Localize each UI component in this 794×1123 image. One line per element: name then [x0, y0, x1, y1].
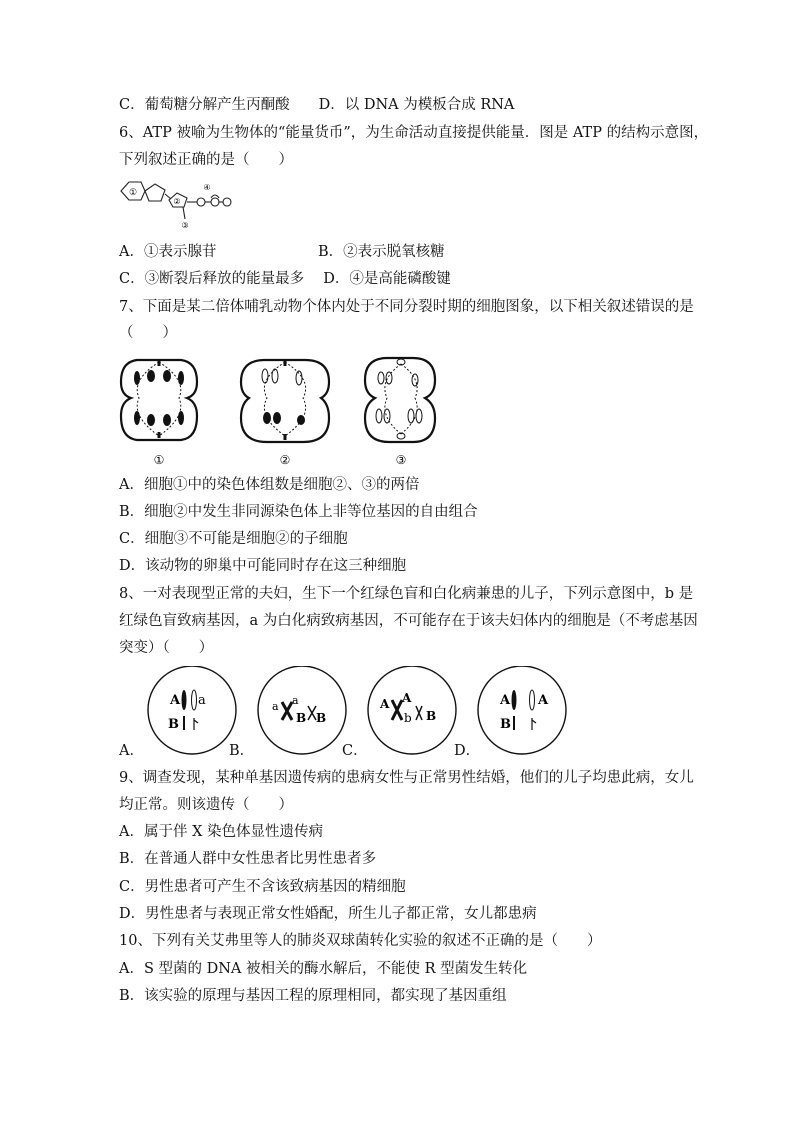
q6-option-ab: A．①表示腺苷 B．②表示脱氧核糖	[119, 244, 445, 260]
svg-text:B: B	[316, 711, 327, 725]
cell-division-diagram	[117, 350, 447, 470]
cell-label-2: ②	[279, 453, 291, 467]
q7-option-d: D．该动物的卵巢中可能同时存在这三种细胞	[119, 558, 407, 574]
svg-text:a: a	[272, 700, 279, 713]
q7-option-c: C．细胞③不可能是细胞②的子细胞	[119, 531, 348, 547]
q6-stem-2: 下列叙述正确的是（ ）	[119, 152, 293, 168]
q8-stem-3: 突变）（ ）	[119, 640, 214, 656]
svg-text:B: B	[296, 711, 307, 725]
q7-option-a: A．细胞①中的染色体组数是细胞②、③的两倍	[119, 477, 420, 493]
q8-stem-1: 8、一对表现型正常的夫妇，生下一个红绿色盲和白化病兼患的儿子，下列示意图中，b 是	[119, 586, 694, 602]
cell-2	[241, 360, 329, 442]
atp-label-4: ④	[203, 183, 211, 192]
q9-option-b: B．在普通人群中女性患者比男性患者多	[119, 851, 377, 867]
q8-stem-2: 红绿色盲致病基因，a 为白化病致病基因，不可能存在于该夫妇体内的细胞是（不考虑基因	[119, 613, 698, 629]
q9-option-c: C．男性患者可产生不含该致病基因的精细胞	[119, 879, 406, 895]
q7-stem-1: 7、下面是某二倍体哺乳动物个体内处于不同分裂时期的细胞图象，以下相关叙述错误的是	[119, 299, 694, 315]
cell-3	[365, 358, 435, 442]
atp-structure-diagram	[117, 176, 237, 236]
svg-text:B: B	[426, 709, 437, 723]
q9-stem-1: 9、调查发现，某种单基因遗传病的患病女性与正常男性结婚，他们的儿子均患此病，女儿	[119, 770, 694, 786]
svg-text:B: B	[500, 717, 511, 732]
adenine-pentagon	[145, 184, 165, 201]
q6-option-cd: C．③断裂后释放的能量最多 D．④是高能磷酸键	[119, 271, 451, 287]
svg-text:A: A	[538, 693, 549, 708]
svg-text:A: A	[170, 693, 181, 708]
q10-stem: 10、下列有关艾弗里等人的肺炎双球菌转化实验的叙述不正确的是（ ）	[119, 933, 602, 949]
q8-cell-a	[148, 666, 236, 754]
svg-text:A: A	[380, 697, 390, 711]
q6-stem-1: 6、ATP 被喻为生物体的“能量货币”，为生命活动直接提供能量．图是 ATP 的结构示意图，	[119, 125, 709, 141]
svg-text:A: A	[500, 693, 511, 708]
q9-option-d: D．男性患者与表现正常女性婚配，所生儿子都正常，女儿都患病	[119, 906, 537, 922]
q5-option-cd: C．葡萄糖分解产生丙酮酸 D．以 DNA 为模板合成 RNA	[119, 97, 515, 113]
q8-cell-d	[478, 666, 566, 754]
phosphate-2	[211, 198, 219, 206]
svg-text:b: b	[404, 711, 412, 725]
svg-text:a: a	[292, 694, 299, 707]
q8-option-d-label: D．	[454, 743, 481, 759]
atp-label-1: ①	[128, 188, 138, 198]
q7-option-b: B．细胞②中发生非同源染色体上非等位基因的自由组合	[119, 504, 478, 520]
atp-label-3: ③	[181, 221, 189, 230]
cell-1	[121, 360, 197, 440]
cell-label-3: ③	[395, 453, 407, 467]
svg-text:a: a	[198, 693, 206, 708]
q9-option-a: A．属于伴 X 染色体显性遗传病	[119, 824, 324, 840]
q8-option-a-label: A．	[119, 743, 144, 759]
q10-option-b: B．该实验的原理与基因工程的原理相同，都实现了基因重组	[119, 988, 507, 1004]
svg-text:B: B	[168, 717, 179, 732]
svg-text:A: A	[402, 691, 412, 705]
q9-stem-2: 均正常。则该遗传（ ）	[119, 797, 293, 813]
phosphate-1	[197, 198, 205, 206]
phosphate-3	[223, 198, 231, 206]
q8-option-c-label: C．	[342, 743, 368, 759]
q8-option-b-label: B．	[229, 743, 255, 759]
cell-label-1: ①	[153, 453, 165, 467]
q10-option-a: A．S 型菌的 DNA 被相关的酶水解后，不能使 R 型菌发生转化	[119, 961, 528, 977]
q7-stem-2: （ ）	[119, 325, 177, 341]
atp-label-2: ②	[173, 197, 181, 206]
